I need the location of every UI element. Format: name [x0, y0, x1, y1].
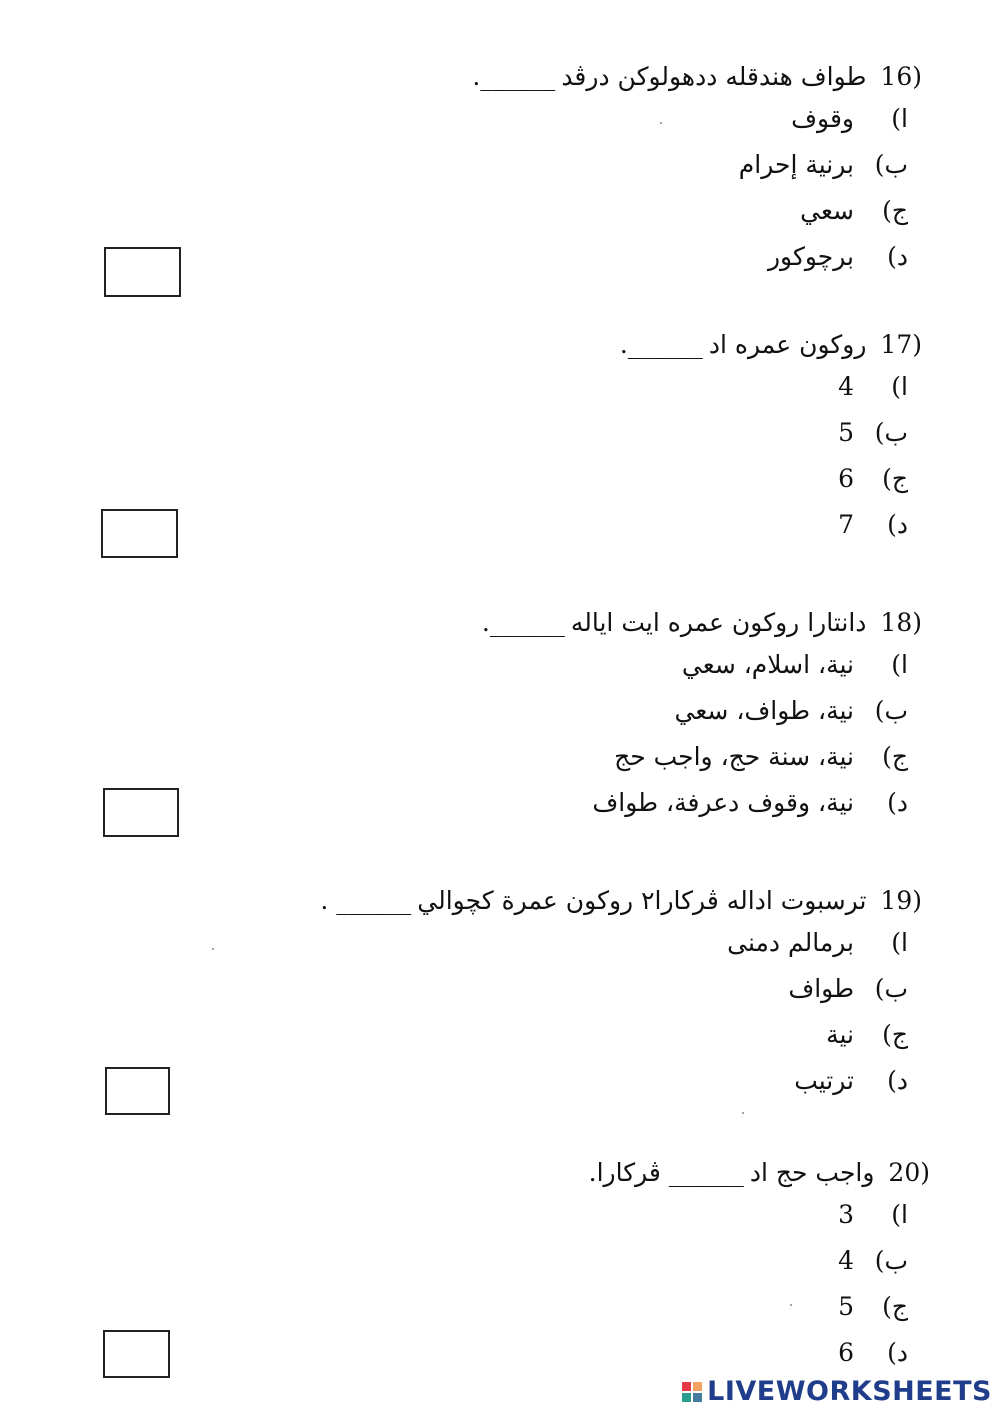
- option-b: [620, 418, 908, 464]
- option-letter: ب): [874, 974, 908, 1003]
- option-letter: ا): [891, 104, 908, 133]
- option-letter: ب): [874, 418, 908, 447]
- question-text: واجب حج اد: [749, 1158, 875, 1187]
- answer-box-18[interactable]: [103, 788, 179, 837]
- option-d: [320, 1066, 908, 1112]
- answer-blank: ______.: [472, 62, 556, 91]
- question-20-options: [589, 1200, 908, 1384]
- scan-speck: [212, 948, 214, 950]
- option-text: وقوف: [791, 104, 854, 133]
- question-18-options: [482, 650, 908, 834]
- option-letter: ا): [891, 372, 908, 401]
- option-letter: ا): [891, 650, 908, 679]
- question-16-options: [472, 104, 908, 288]
- option-letter: ب): [874, 696, 908, 725]
- answer-box-19[interactable]: [105, 1067, 170, 1115]
- option-text: نية، سنة حج، واجب حج: [614, 742, 854, 771]
- option-letter: ا): [891, 1200, 908, 1229]
- option-d: [620, 510, 908, 556]
- option-b: [472, 150, 908, 196]
- option-a: [472, 104, 908, 150]
- option-text: 4: [838, 1246, 854, 1275]
- option-letter: د): [887, 788, 908, 817]
- answer-blank: ______ ڤركارا.: [588, 1158, 744, 1187]
- question-number: 18): [880, 608, 922, 637]
- option-letter: د): [887, 510, 908, 539]
- question-number: 19): [880, 886, 922, 915]
- option-b: [320, 974, 908, 1020]
- scan-speck: [790, 1304, 792, 1306]
- option-text: طواف: [788, 974, 854, 1003]
- option-d: [472, 242, 908, 288]
- question-number: 17): [880, 330, 922, 359]
- option-letter: ب): [874, 1246, 908, 1275]
- question-17: [620, 330, 922, 556]
- option-letter: ا): [891, 928, 908, 957]
- option-letter: د): [887, 242, 908, 271]
- question-19: [320, 886, 922, 1112]
- option-text: برنية إحرام: [738, 150, 854, 179]
- option-text: 6: [838, 1338, 854, 1367]
- option-text: 4: [838, 372, 854, 401]
- option-text: ترتيب: [794, 1066, 854, 1095]
- option-text: نية: [826, 1020, 854, 1049]
- scan-speck: [742, 1112, 744, 1114]
- option-c: [472, 196, 908, 242]
- option-text: نية، طواف، سعي: [674, 696, 854, 725]
- question-text: ترسبوت اداله ڤركارا٢ روكون عمرة كچوالي: [417, 886, 867, 915]
- option-text: 5: [838, 418, 854, 447]
- option-letter: ج): [882, 464, 908, 493]
- answer-blank: ______.: [481, 608, 565, 637]
- option-a: [482, 650, 908, 696]
- brand-text: LIVEWORKSHEETS: [707, 1376, 992, 1407]
- question-text: روكون عمره اد: [708, 330, 867, 359]
- scan-speck: [660, 122, 662, 124]
- answer-box-16[interactable]: [104, 247, 181, 297]
- option-d: [482, 788, 908, 834]
- option-text: برمالم دمنى: [727, 928, 854, 957]
- question-text: دانتارا روكون عمره ايت اياله: [570, 608, 867, 637]
- logo-icon: [682, 1382, 702, 1402]
- option-letter: ج): [882, 1020, 908, 1049]
- question-16: [472, 62, 922, 288]
- option-text: 6: [838, 464, 854, 493]
- logo-square: [682, 1382, 691, 1391]
- answer-box-17[interactable]: [101, 509, 178, 558]
- option-letter: ج): [882, 196, 908, 225]
- question-19-stem: [320, 886, 922, 916]
- question-17-stem: [620, 330, 922, 360]
- option-text: نية، وقوف دعرفة، طواف: [592, 788, 854, 817]
- option-letter: ب): [874, 150, 908, 179]
- option-a: [620, 372, 908, 418]
- option-a: [320, 928, 908, 974]
- option-text: نية، اسلام، سعي: [681, 650, 854, 679]
- logo-square: [682, 1393, 691, 1402]
- question-18-stem: [482, 608, 922, 638]
- option-letter: ج): [882, 1292, 908, 1321]
- option-letter: د): [887, 1338, 908, 1367]
- option-letter: ج): [882, 742, 908, 771]
- logo-square: [693, 1393, 702, 1402]
- option-text: سعي: [800, 196, 854, 225]
- option-c: [620, 464, 908, 510]
- logo-square: [693, 1382, 702, 1391]
- question-19-options: [320, 928, 908, 1112]
- option-c: [589, 1292, 908, 1338]
- question-17-options: [620, 372, 908, 556]
- question-16-stem: [472, 62, 922, 92]
- option-c: [320, 1020, 908, 1066]
- liveworksheets-logo: [682, 1376, 992, 1407]
- option-text: 3: [838, 1200, 854, 1229]
- question-18: [482, 608, 922, 834]
- question-20: [589, 1158, 930, 1384]
- option-text: 5: [838, 1292, 854, 1321]
- question-text: طواف هندقله ددهولوكن درڤد: [561, 62, 867, 91]
- answer-box-20[interactable]: [103, 1330, 170, 1378]
- option-letter: د): [887, 1066, 908, 1095]
- question-20-stem: [589, 1158, 930, 1188]
- option-text: 7: [838, 510, 854, 539]
- option-b: [589, 1246, 908, 1292]
- option-text: برچوكور: [767, 242, 854, 271]
- answer-blank: ______.: [619, 330, 703, 359]
- option-a: [589, 1200, 908, 1246]
- question-number: 16): [880, 62, 922, 91]
- answer-blank: ______ .: [320, 886, 412, 915]
- question-number: 20): [888, 1158, 930, 1187]
- option-b: [482, 696, 908, 742]
- option-c: [482, 742, 908, 788]
